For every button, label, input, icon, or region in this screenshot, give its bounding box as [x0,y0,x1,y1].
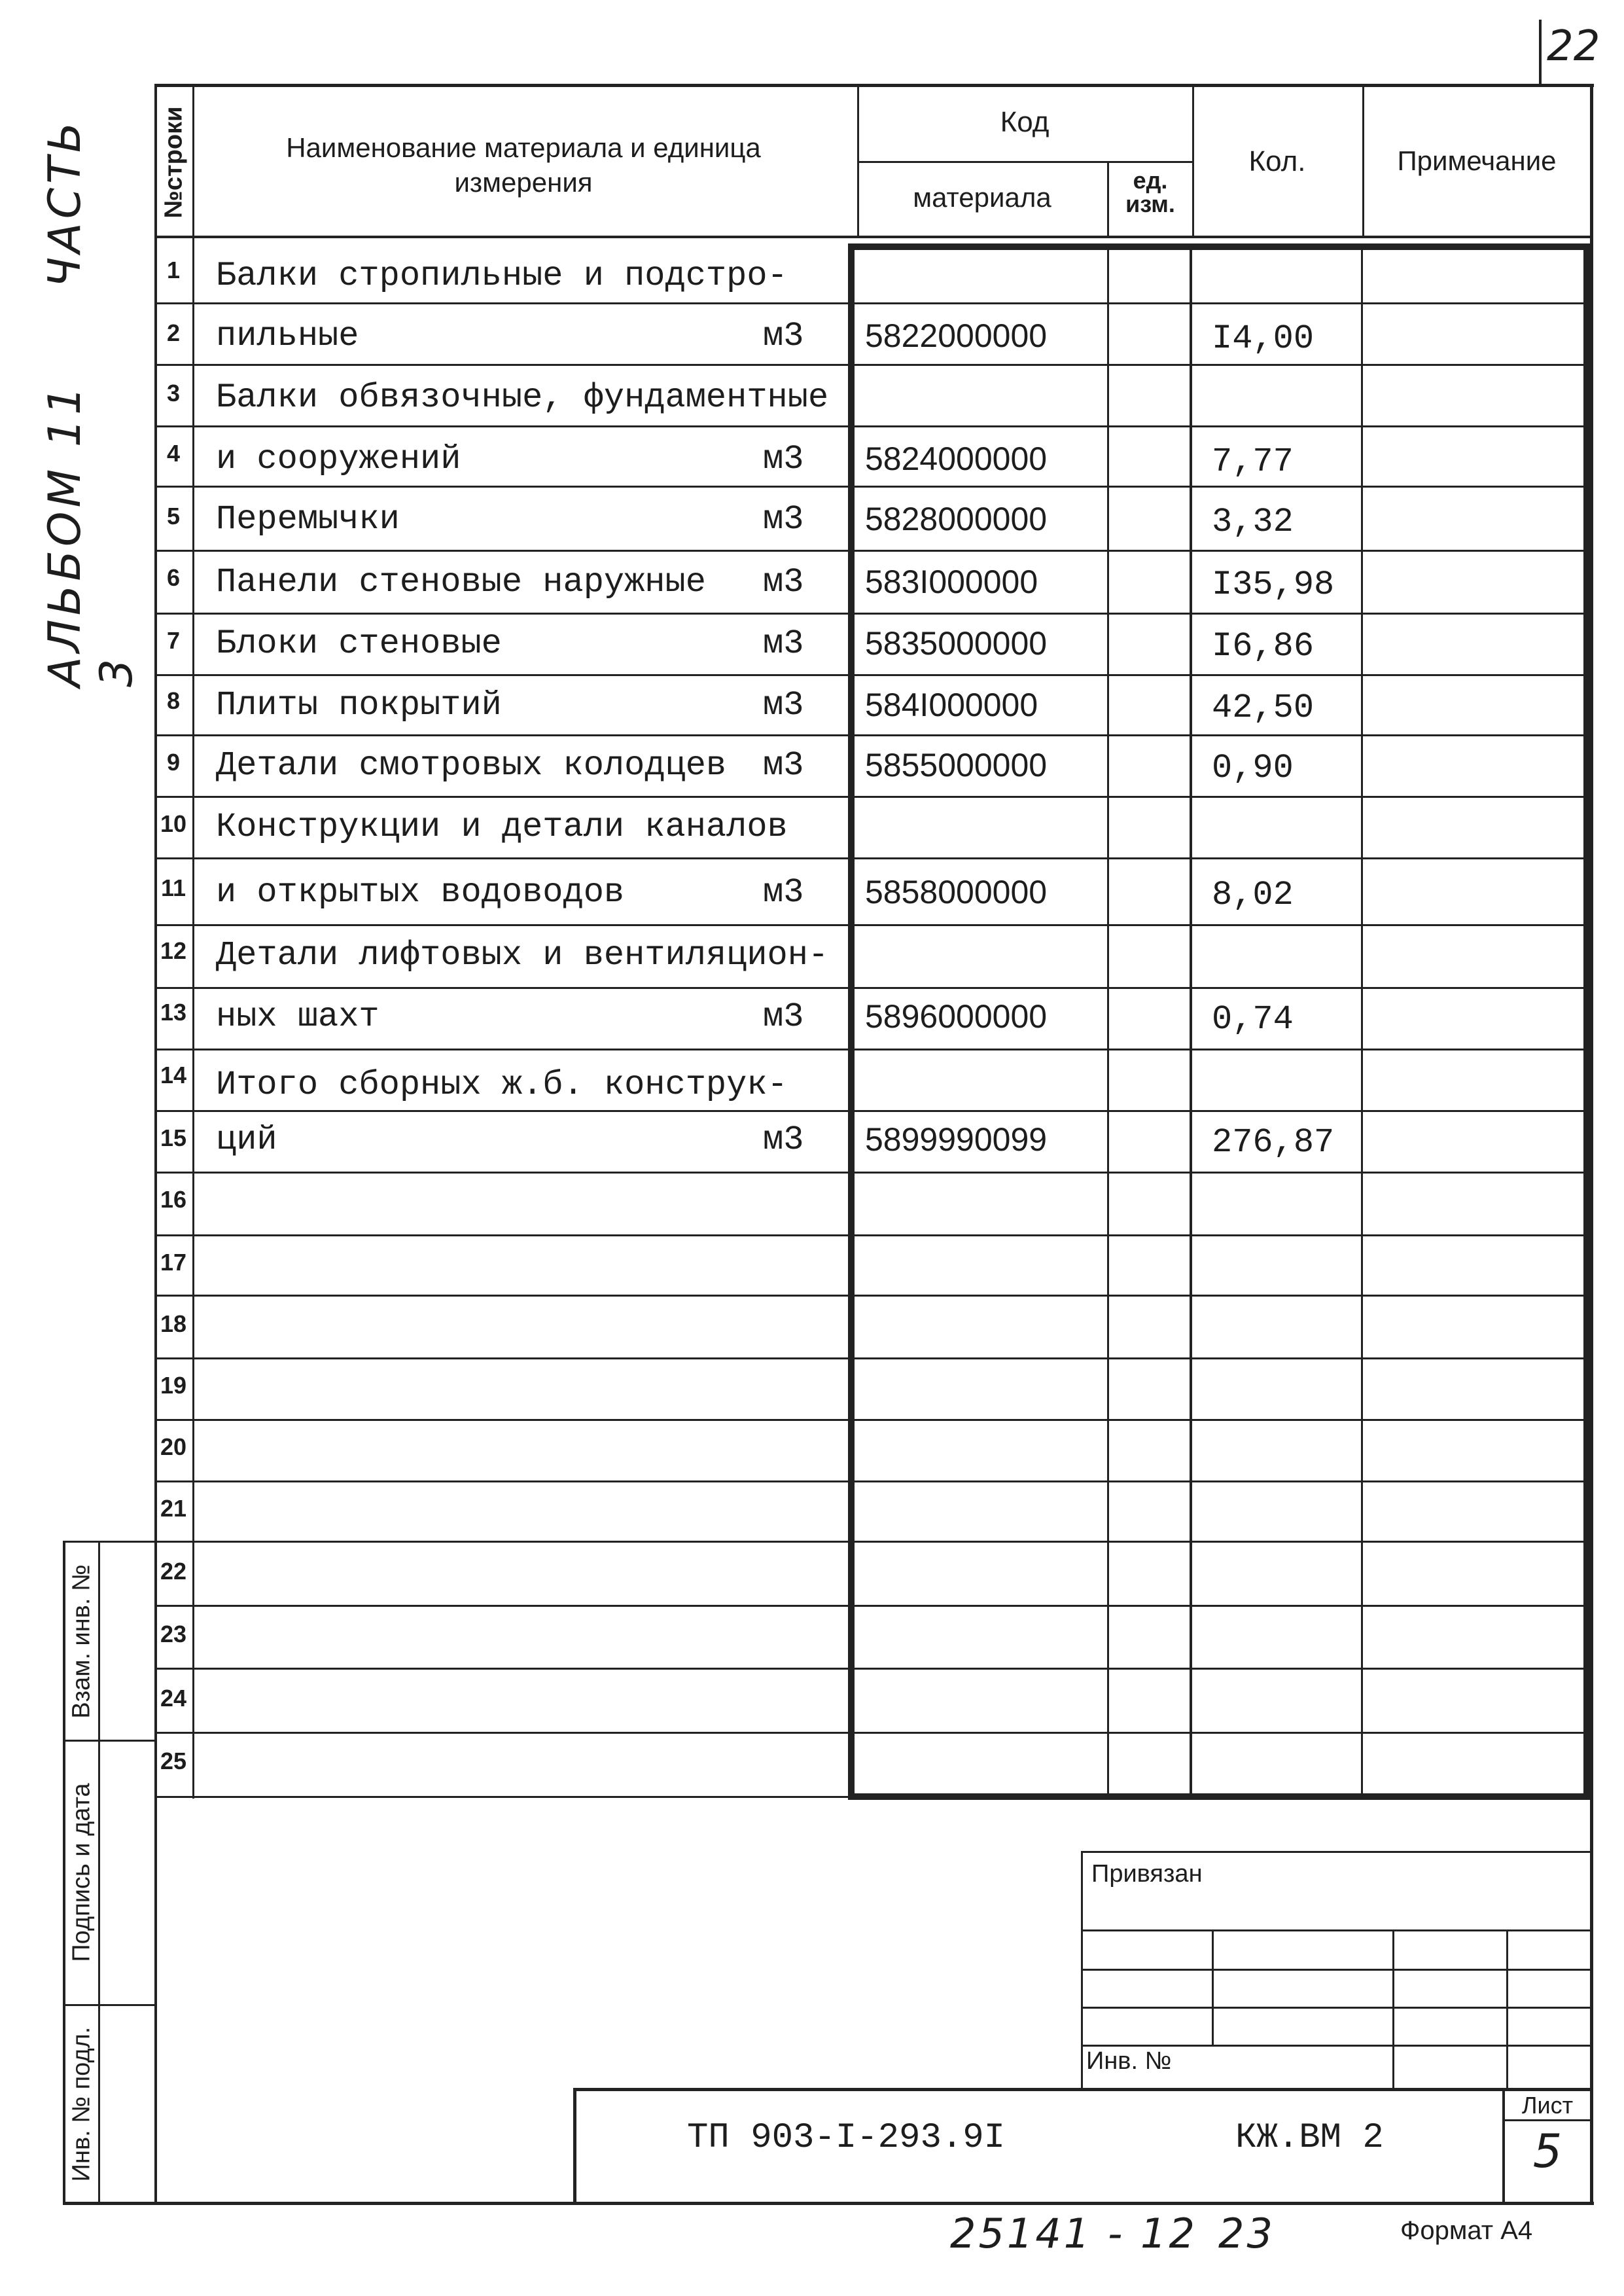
row-qty: 3,32 [1212,503,1294,541]
privyazan-line-3 [1081,2007,1590,2009]
stamp-vzam-cell [65,1545,98,1738]
frame-right [1590,84,1593,2204]
row-line [154,1049,1587,1050]
privyazan-col-2 [1392,1929,1394,2089]
row-qty: 7,77 [1212,442,1294,481]
privyazan-line-1 [1081,1929,1590,1931]
privyazan-top [1081,1851,1590,1853]
page-number: 22 [1547,22,1600,71]
row-name: Итого сборных ж.б. конструк- [216,1066,788,1104]
row-code: 5824000000 [865,440,1048,477]
row-number: 19 [160,1372,187,1399]
inv-no-label: Инв. № [1086,2047,1172,2075]
footer-page: 23 [1218,2210,1275,2257]
stamp-inv-podl: Инв. № подл. [67,2026,96,2182]
row-unit: м3 [763,686,804,725]
row-line [154,613,1587,615]
row-line [154,987,1587,989]
row-line [154,796,1587,798]
row-unit: м3 [763,873,804,912]
page-number-divider [1539,20,1542,85]
privyazan-label: Привязан [1091,1860,1203,1888]
row-line [154,302,1587,304]
row-unit: м3 [763,317,804,355]
row-code: 5896000000 [865,998,1048,1035]
row-qty: 0,74 [1212,1000,1294,1039]
row-name: Перемычки [216,500,400,539]
row-unit: м3 [763,624,804,663]
row-number: 3 [166,380,181,406]
sheet-label: Лист [1521,2092,1574,2119]
row-number: 24 [160,1685,187,1712]
unit-col-line [1107,250,1109,1795]
row-number: 17 [160,1249,187,1276]
row-unit: м3 [763,500,804,539]
row-unit: м3 [763,746,804,785]
row-unit: м3 [763,440,804,478]
row-qty: 8,02 [1212,876,1294,914]
privyazan-col-1 [1212,1929,1214,2046]
frame-bottom [63,2202,1594,2205]
row-name: ных шахт [216,997,380,1036]
privyazan-col-3 [1506,1929,1508,2089]
row-line [154,425,1587,427]
row-line [154,924,1587,926]
row-line [154,1110,1587,1112]
archive-number: 25141 - 12 [950,2210,1197,2257]
stamp-podpis: Подпись и дата [67,1783,96,1962]
row-number: 5 [166,503,181,529]
row-code: 5899990099 [865,1121,1048,1158]
header-code: Код [1000,106,1050,138]
row-line [154,1419,1587,1421]
row-number: 6 [166,564,181,591]
row-qty: I6,86 [1212,627,1315,666]
row-number: 14 [160,1062,187,1088]
album-text: АЛЬБОМ 11 [39,382,91,687]
row-number: 23 [160,1621,187,1647]
part-text: ЧАСТЬ 3 [39,118,143,687]
row-line [154,1732,1587,1734]
row-name: Балки стропильные и подстро- [216,257,788,295]
header-material: материала [913,182,1051,213]
sheet-number: 5 [1532,2125,1562,2178]
row-qty: I35,98 [1212,565,1335,604]
row-number: 2 [166,319,181,346]
row-line [154,857,1587,859]
row-name: ций [216,1121,277,1159]
frame-top [154,84,1594,87]
row-number: 15 [160,1124,187,1151]
header-row-no-cell [157,92,191,233]
header-qty: Кол. [1248,145,1306,177]
stamp-main-top [573,2088,1590,2091]
row-line [154,1295,1587,1297]
row-code: 5855000000 [865,747,1048,783]
doc-mark: КЖ.ВМ 2 [1235,2118,1384,2158]
row-name: и сооружений [216,440,461,478]
stamp-sheet-divider [1502,2119,1590,2121]
row-unit: м3 [763,997,804,1036]
row-code: 5858000000 [865,874,1048,910]
row-name: Панели стеновые наружные [216,563,706,601]
row-name: Детали лифтовых и вентиляцион- [216,936,829,975]
row-name: Плиты покрытий [216,686,502,725]
row-qty: I4,00 [1212,319,1315,358]
row-line [154,1480,1587,1482]
row-number: 7 [166,627,181,654]
row-number: 25 [160,1748,187,1774]
header-row-no: №строки [160,106,188,219]
row-name: и открытых водоводов [216,873,625,912]
row-line [154,364,1587,366]
body-thick-top [848,243,1590,250]
row-name: пильные [216,317,359,355]
row-name: Балки обвязочные, фундаментные [216,378,829,417]
code-subheader-line [857,161,1192,163]
row-number: 8 [166,687,181,714]
privyazan-line-4 [1081,2045,1590,2047]
row-number: 4 [166,440,181,467]
format-label: Формат А4 [1400,2216,1533,2245]
header-unit: ед. изм. [1125,167,1175,217]
stamp-podpis-cell [65,1742,98,2003]
row-line [154,674,1587,676]
stamp-mid-edge [98,1541,100,2204]
row-line [154,550,1587,552]
row-number: 13 [160,999,187,1026]
row-number: 20 [160,1433,187,1460]
row-number: 16 [160,1186,187,1213]
stamp-divider-2 [63,2004,154,2006]
row-line [154,1541,1587,1543]
row-code: 584I000000 [865,687,1038,723]
note-col-line [1361,250,1363,1795]
qty-col-line [1190,250,1192,1795]
header-name: Наименование материала и единица измерения [286,132,761,198]
row-code: 5835000000 [865,625,1048,662]
header-note: Примечание [1397,145,1557,176]
stamp-inv-cell [65,2007,98,2202]
row-qty: 42,50 [1212,689,1315,727]
stamp-divider-1 [63,1740,154,1742]
row-qty: 276,87 [1212,1123,1335,1162]
privyazan-line-2 [1081,1969,1590,1971]
row-number: 10 [160,810,187,837]
row-line [154,1172,1587,1174]
body-thick-right [1583,243,1590,1800]
side-album-label [39,98,143,687]
row-name: Блоки стеновые [216,624,502,663]
row-number: 11 [160,874,186,901]
row-number: 18 [160,1310,187,1337]
stamp-top [63,1541,154,1543]
body-thick-left [848,243,855,1800]
row-number: 1 [166,257,181,283]
row-line [154,1234,1587,1236]
row-qty: 0,90 [1212,749,1294,787]
row-code: 583I000000 [865,564,1038,600]
row-line [154,1605,1587,1607]
row-line [154,1357,1587,1359]
row-number: 22 [160,1558,187,1585]
row-unit: м3 [763,1121,804,1159]
stamp-main-left [573,2088,576,2203]
stamp-vzam: Взам. инв. № [67,1564,96,1719]
row-number: 12 [160,937,187,964]
row-line [154,1796,1587,1798]
row-number: 9 [166,749,181,776]
row-line [154,486,1587,488]
row-number: 21 [160,1495,187,1522]
row-code: 5828000000 [865,501,1048,537]
header-bottom-line [154,236,1590,238]
row-line [154,734,1587,736]
row-code: 5822000000 [865,317,1048,354]
row-name: Конструкции и детали каналов [216,808,788,846]
row-unit: м3 [763,563,804,601]
doc-code: ТП 903-I-293.9I [687,2118,1006,2158]
row-line [154,1668,1587,1670]
row-name: Детали смотровых колодцев [216,746,727,785]
